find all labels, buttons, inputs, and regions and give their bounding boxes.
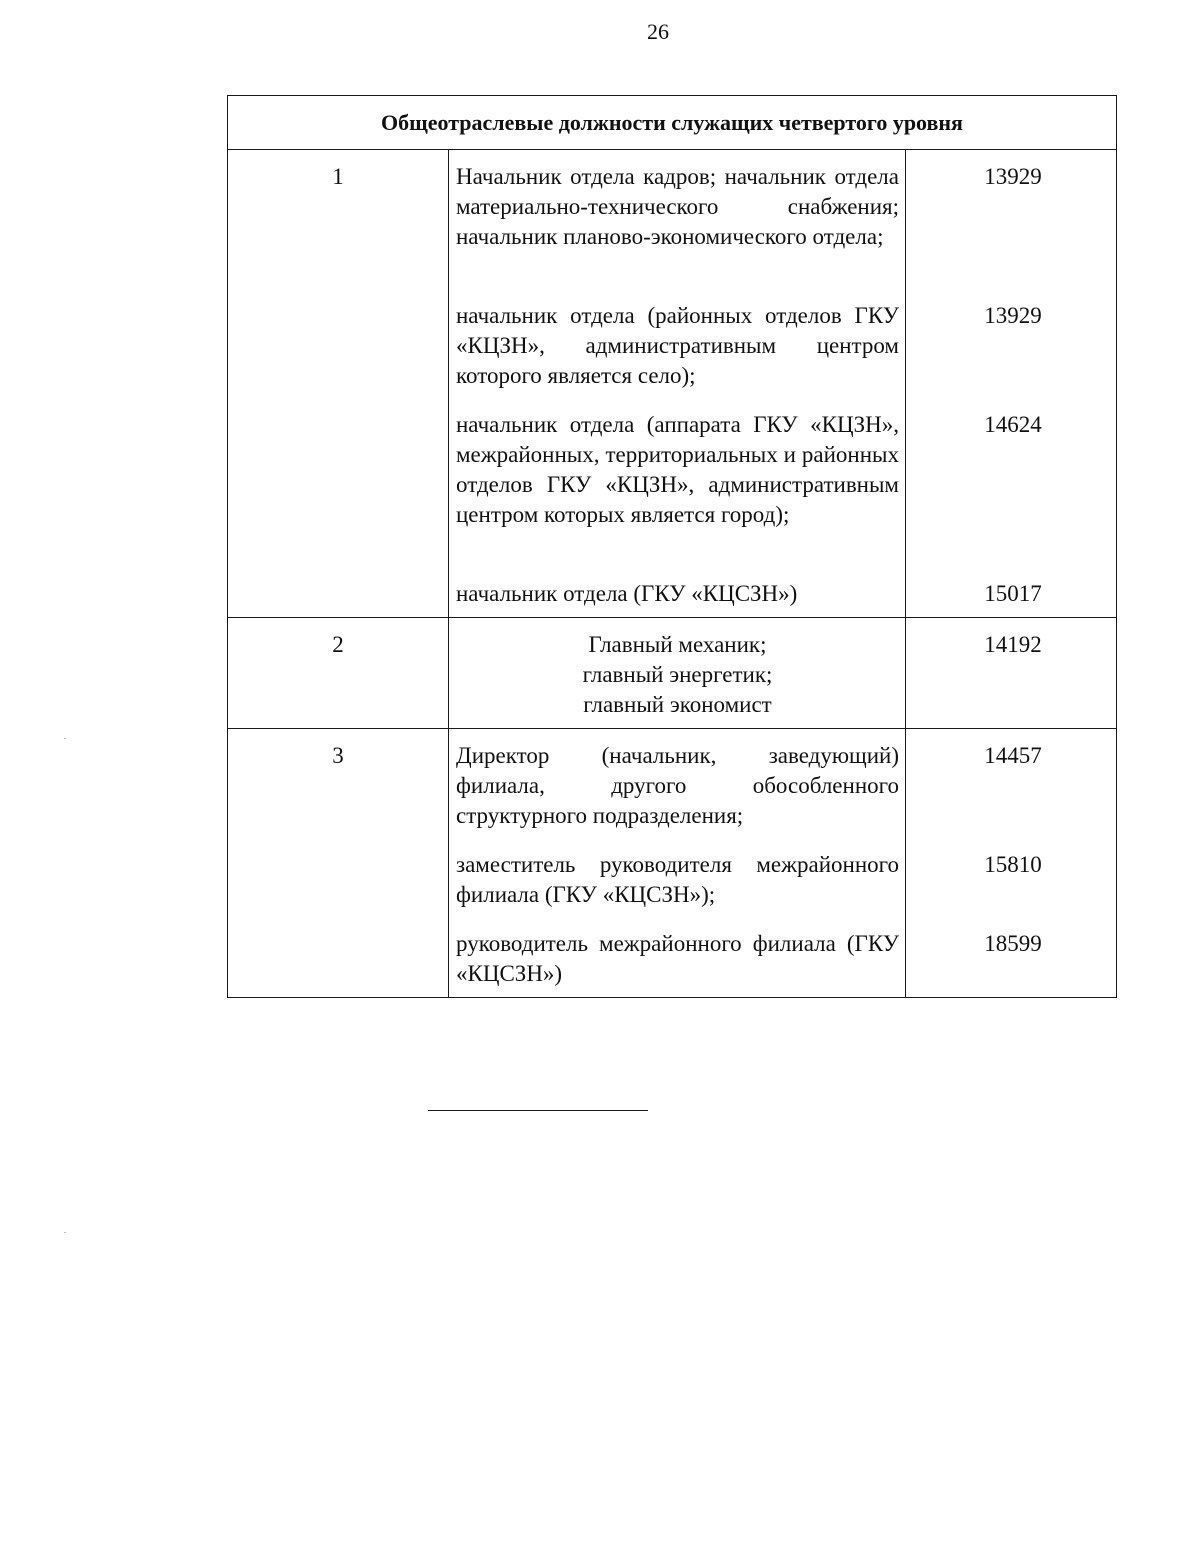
position-entry: начальник отдела (аппарата ГКУ «КЦЗН», межрайонных, территориальных и районных отделов ГКУ «КЦЗН», административным центром которых является город); (456, 412, 899, 527)
positions-table (227, 95, 1117, 998)
salary-value: 14457 (984, 743, 1042, 768)
position-entry: руководитель межрайонного филиала (ГКУ «КЦСЗН») (456, 931, 899, 986)
position-entry: заместитель руководителя межрайонного филиала (ГКУ «КЦСЗН»); (456, 852, 899, 907)
salary-value: 13929 (984, 303, 1042, 328)
table-row (228, 729, 1117, 998)
position-cell (449, 150, 906, 618)
position-cell (449, 729, 906, 998)
position-entry: Директор (начальник, заведующий) филиала, другого обособленного структурного подразделения; (456, 743, 899, 828)
salary-value: 15017 (984, 581, 1042, 606)
table-row (228, 150, 1117, 618)
table-header-row (228, 96, 1117, 150)
salary-cell (906, 729, 1117, 998)
position-entry: Начальник отдела кадров; начальник отдела материально-технического снабжения; начальник планово-экономического отдела; (456, 164, 899, 249)
salary-value: 18599 (984, 931, 1042, 956)
table-header: Общеотраслевые должности служащих четвертого уровня (228, 96, 1117, 150)
position-entry: начальник отдела (районных отделов ГКУ «КЦЗН», административным центром которого является село); (456, 303, 899, 388)
row-number: 3 (228, 729, 449, 998)
position-entry: начальник отдела (ГКУ «КЦСЗН») (456, 581, 798, 606)
position-line: главный экономист (583, 692, 772, 717)
scan-speck (64, 738, 66, 739)
salary-value: 15810 (984, 852, 1042, 877)
table-row (228, 618, 1117, 729)
salary-value: 13929 (984, 164, 1042, 189)
position-cell (449, 618, 906, 729)
position-line: Главный механик; (588, 632, 767, 657)
page-number: 26 (647, 19, 669, 44)
row-number: 1 (228, 150, 449, 618)
salary-cell (906, 150, 1117, 618)
salary-value: 14624 (984, 412, 1042, 437)
row-number: 2 (228, 618, 449, 729)
salary-value: 14192 (984, 632, 1042, 657)
salary-cell (906, 618, 1117, 729)
position-line: главный энергетик; (582, 662, 773, 687)
scan-speck (64, 1232, 66, 1233)
footer-rule (428, 1110, 648, 1111)
